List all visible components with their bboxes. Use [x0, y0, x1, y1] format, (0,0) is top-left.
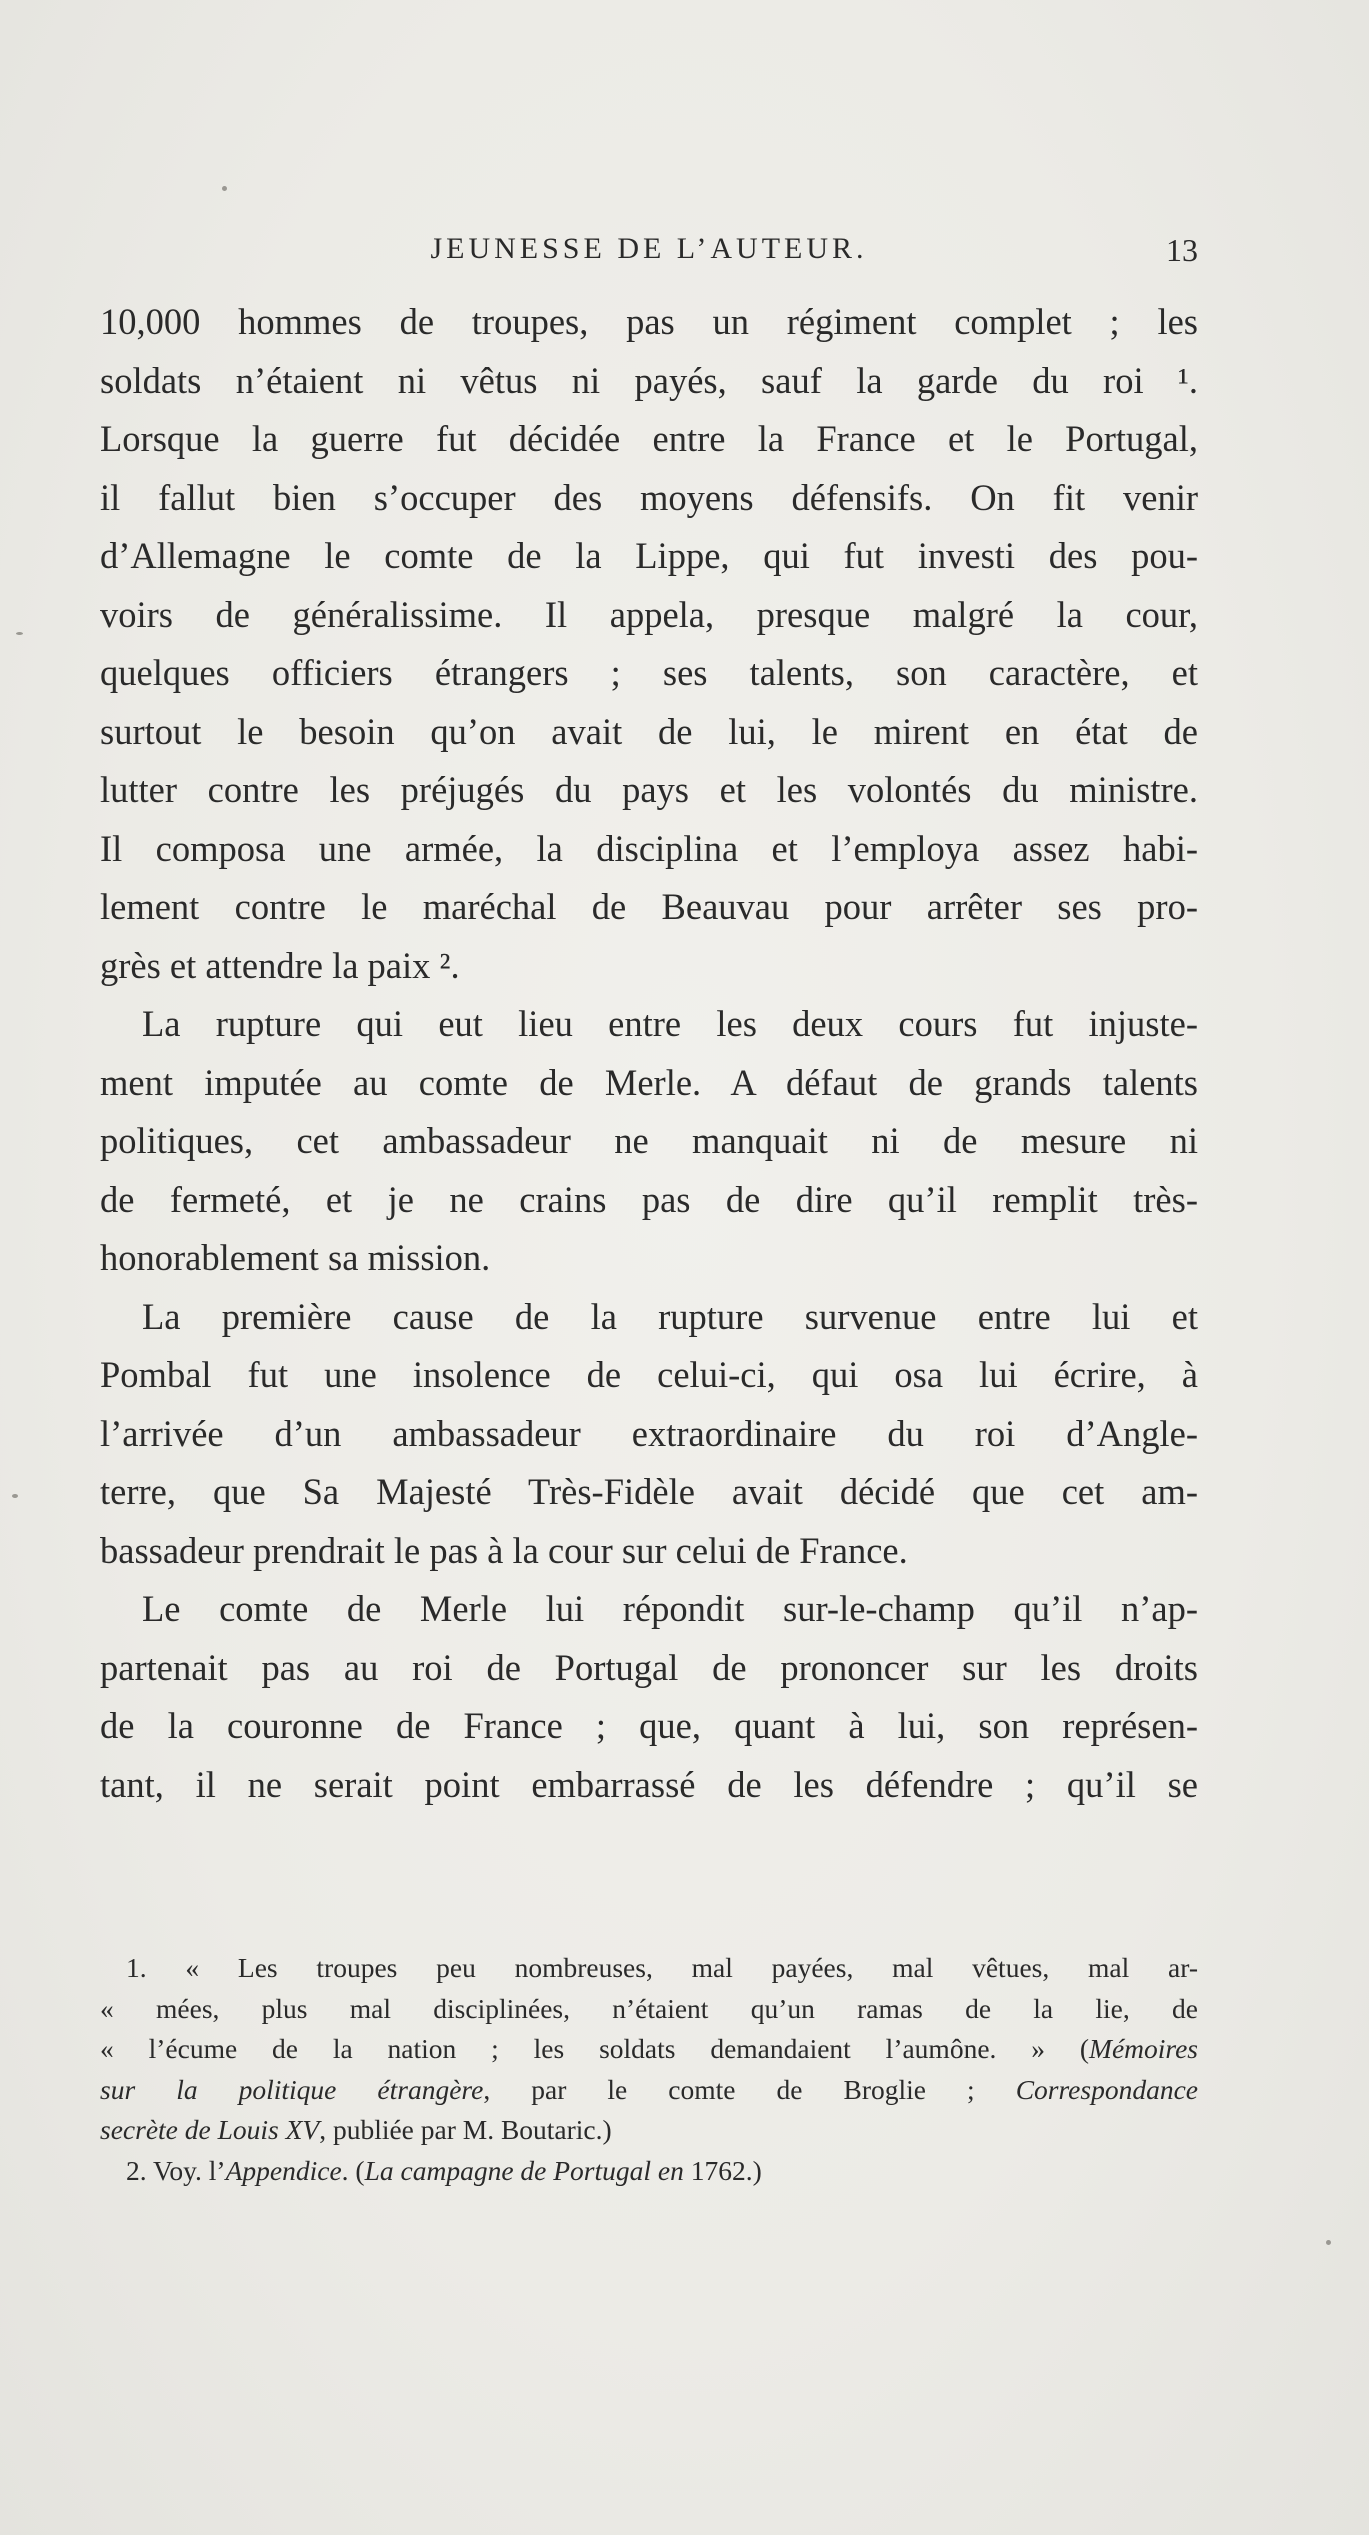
text-line: voirs de généralissime. Il appela, presque malgré la cour,: [100, 593, 1198, 635]
text-line: Il composa une armée, la disciplina et l’employa assez habi-: [100, 827, 1198, 869]
footnote-text: . (: [341, 2154, 365, 2186]
page-number: 13: [1166, 232, 1198, 268]
text-line: La rupture qui eut lieu entre les deux cours fut injuste-: [142, 1003, 1198, 1044]
text-line: quelques officiers étrangers ; ses talents, son caractère, et: [100, 652, 1198, 693]
footnote-italic: sur la politique étrangère: [100, 2073, 484, 2105]
text-line: surtout le besoin qu’on avait de lui, le mirent en état de: [100, 710, 1198, 752]
text-line: terre, que Sa Majesté Très-Fidèle avait décidé que cet am-: [100, 1471, 1198, 1512]
footnote-line: [100, 2151, 1198, 2192]
text-line: l’arrivée d’un ambassadeur extraordinaire du roi d’Angle-: [100, 1412, 1198, 1454]
footnote-italic: Appendice: [225, 2154, 342, 2186]
footnote-line: [100, 2110, 1198, 2151]
text-line: lutter contre les préjugés du pays et les volontés du ministre.: [100, 769, 1198, 810]
ink-speck: [16, 632, 23, 635]
footnote-line: 1. « Les troupes peu nombreuses, mal payées, mal vêtues, mal ar-: [126, 1952, 1198, 1983]
footnote-line: « mées, plus mal disciplinées, n’étaient qu’un ramas de la lie, de: [100, 1992, 1198, 2024]
running-title: JEUNESSE DE L’AUTEUR.: [430, 232, 868, 265]
footnote-text: 2. Voy. l’: [126, 2154, 226, 2186]
footnote-text: , publiée par M. Boutaric.): [319, 2114, 612, 2145]
text-line: d’Allemagne le comte de la Lippe, qui fut investi des pou-: [100, 535, 1198, 576]
footnote-text: , par le comte de Broglie ;: [483, 2073, 1016, 2105]
ink-speck: [1326, 2240, 1331, 2245]
footnote-text: « l’écume de la nation ; les soldats demandaient l’aumône. » (: [100, 2033, 1090, 2064]
text-line: honorablement sa mission.: [100, 1237, 491, 1278]
text-line: Le comte de Merle lui répondit sur-le-champ qu’il n’ap-: [142, 1588, 1198, 1629]
text-line: il fallut bien s’occuper des moyens défensifs. On fit venir: [100, 476, 1198, 518]
footnotes: [100, 1948, 1198, 2191]
footnote-line: [100, 2070, 1198, 2111]
text-line: lement contre le maréchal de Beauvau pour arrêter ses pro-: [100, 886, 1198, 927]
text-line: Pombal fut une insolence de celui-ci, qui osa lui écrire, à: [100, 1354, 1198, 1395]
text-line: bassadeur prendrait le pas à la cour sur celui de France.: [100, 1529, 908, 1571]
footnote-italic: La campagne de Portugal en: [364, 2154, 684, 2186]
text-line: ment imputée au comte de Merle. A défaut de grands talents: [100, 1061, 1198, 1103]
text-line: politiques, cet ambassadeur ne manquait ni de mesure ni: [100, 1120, 1198, 1161]
text-line: grès et attendre la paix ².: [100, 944, 460, 986]
text-line: tant, il ne serait point embarrassé de les défendre ; qu’il se: [100, 1763, 1198, 1805]
body-text: [100, 293, 1198, 1814]
text-line: 10,000 hommes de troupes, pas un régiment complet ; les: [100, 301, 1198, 342]
text-line: de fermeté, et je ne crains pas de dire qu’il remplit très-: [100, 1178, 1198, 1220]
text-line: soldats n’étaient ni vêtus ni payés, sauf la garde du roi ¹.: [100, 359, 1198, 401]
ink-speck: [222, 186, 227, 191]
text-line: La première cause de la rupture survenue entre lui et: [142, 1295, 1198, 1337]
footnote-text: 1762.): [683, 2154, 762, 2186]
footnote-italic: Mémoires: [1089, 2033, 1198, 2064]
footnote-italic: secrète de Louis XV: [100, 2114, 320, 2145]
ink-speck: [12, 1494, 18, 1498]
text-line: Lorsque la guerre fut décidée entre la France et le Portugal,: [100, 418, 1198, 459]
text-line: partenait pas au roi de Portugal de prononcer sur les droits: [100, 1646, 1198, 1688]
text-line: de la couronne de France ; que, quant à lui, son représen-: [100, 1705, 1198, 1746]
footnote-italic: Correspondance: [1015, 2073, 1198, 2105]
footnote-line: [100, 2029, 1198, 2070]
running-head: [100, 228, 1198, 272]
